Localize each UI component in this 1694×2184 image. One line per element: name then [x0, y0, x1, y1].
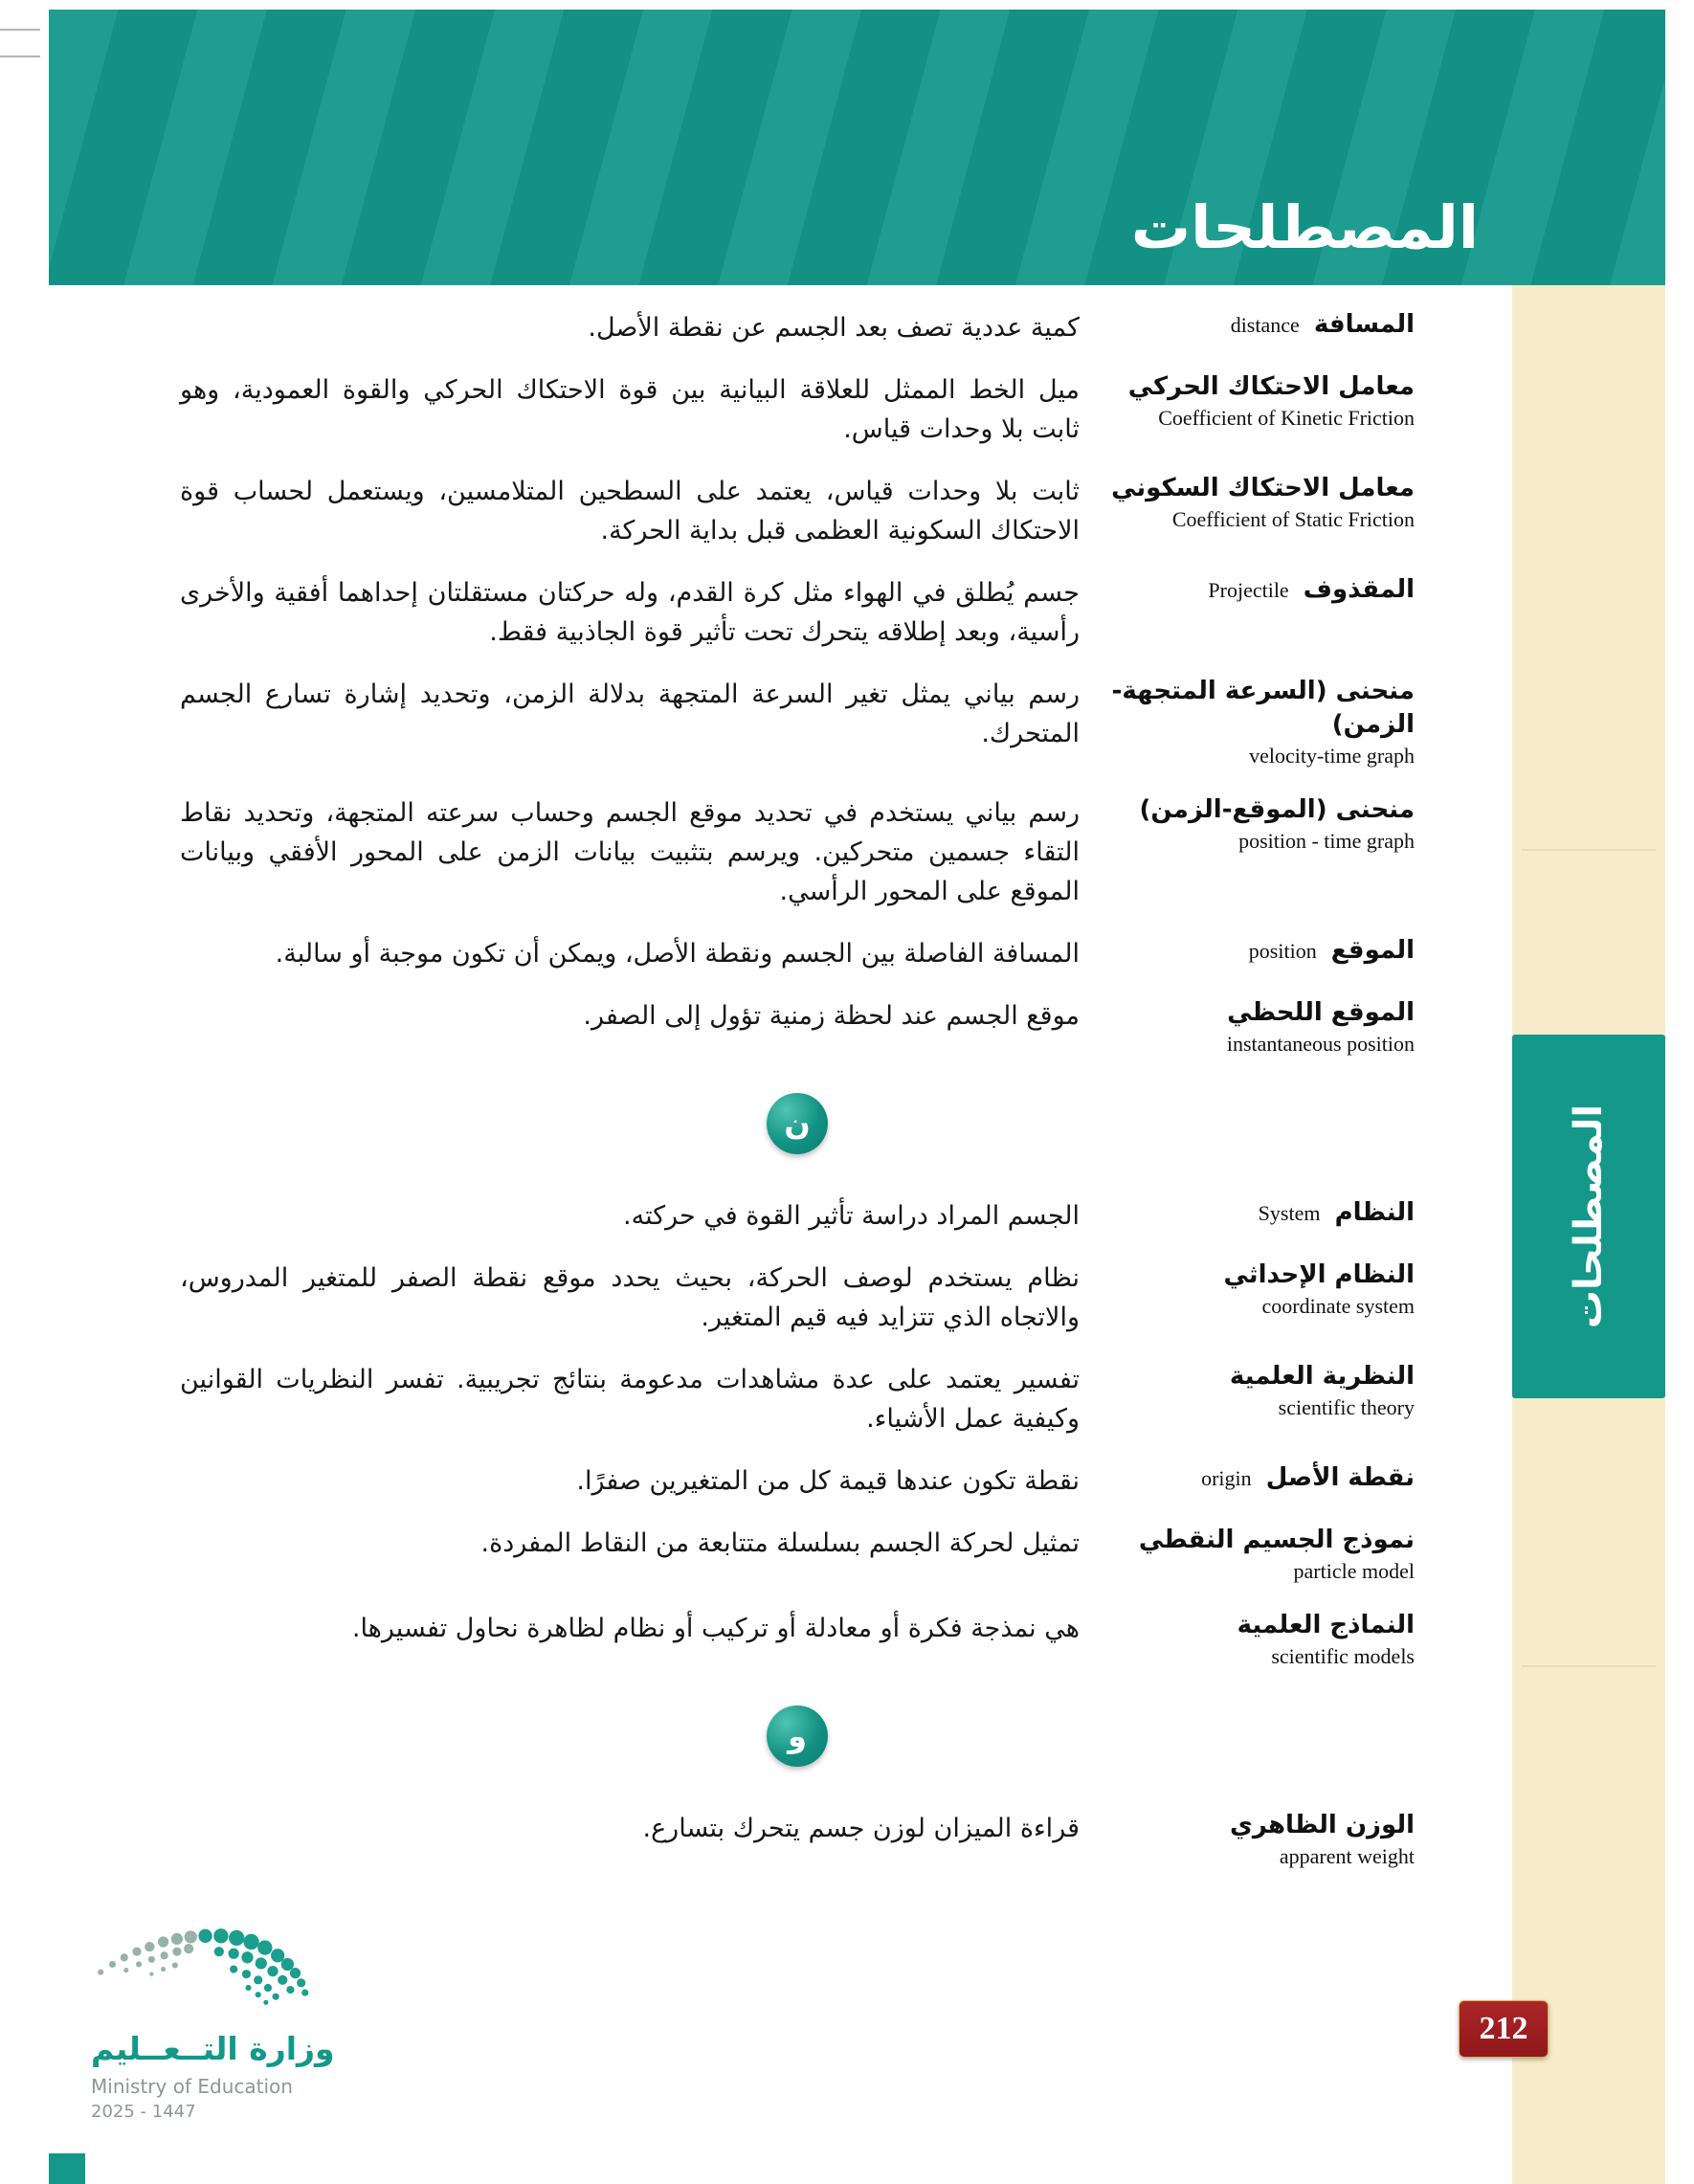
ministry-logo	[91, 1909, 397, 2122]
term-english: distance	[1230, 313, 1300, 337]
side-column	[1512, 285, 1665, 2184]
glossary-entry	[180, 370, 1415, 449]
term-arabic: معامل الاحتكاك السكوني	[1111, 474, 1415, 503]
term-cell	[1108, 934, 1415, 968]
term-definition: المسافة الفاصلة بين الجسم ونقطة الأصل، ويمكن أن تكون موجبة أو سالبة.	[275, 939, 1080, 969]
term-english: instantaneous position	[1226, 1032, 1415, 1057]
term-arabic: نموذج الجسيم النقطي	[1138, 1526, 1415, 1555]
glossary-section-2	[180, 1196, 1415, 1671]
term-definition: كمية عددية تصف بعد الجسم عن نقطة الأصل.	[588, 313, 1080, 343]
term-english: Coefficient of Kinetic Friction	[1158, 406, 1415, 431]
term-definition: تفسير يعتمد على عدة مشاهدات مدعومة بنتائج تجريبية. تفسر النظريات القوانين وكيفية عمل الأشياء.	[180, 1365, 1080, 1435]
glossary-entry	[180, 308, 1415, 347]
bottom-accent-strip	[49, 2153, 85, 2184]
term-cell	[1108, 1609, 1415, 1671]
glossary-entry	[180, 996, 1415, 1059]
term-cell	[1108, 370, 1415, 433]
glossary-entry	[180, 1461, 1415, 1501]
section-letter-badge	[767, 1705, 828, 1767]
edition-year: 2025 - 1447	[91, 2102, 196, 2122]
section-letter: ن	[784, 1105, 811, 1142]
term-arabic: النماذج العلمية	[1237, 1610, 1415, 1639]
term-definition: ميل الخط الممثل للعلاقة البيانية بين قوة الاحتكاك الحركي والقوة العمودية، وهو ثابت بلا وحدات قياس.	[180, 375, 1080, 445]
page-title: المصطلحات	[1130, 192, 1479, 262]
side-column-divider	[1522, 849, 1656, 851]
term-cell	[1108, 675, 1415, 770]
glossary-entry	[180, 675, 1415, 770]
term-arabic: منحنى (الموقع-الزمن)	[1139, 795, 1415, 825]
term-english: scientific models	[1271, 1644, 1415, 1669]
glossary-entry	[180, 573, 1415, 652]
glossary-entry	[180, 934, 1415, 973]
glossary-section-3	[180, 1809, 1415, 1871]
crop-mark	[0, 29, 40, 31]
term-cell	[1108, 1809, 1415, 1871]
term-arabic: الموقع	[1330, 936, 1415, 966]
glossary-entry	[180, 472, 1415, 550]
glossary-entry	[180, 793, 1415, 911]
term-cell	[1108, 793, 1415, 856]
term-definition: جسم يُطلق في الهواء مثل كرة القدم، وله حركتان مستقلتان إحداهما أفقية والأخرى رأسية، وبعد إطلاقه يتحرك تحت تأثير قوة الجاذبية فقط.	[180, 578, 1080, 648]
term-definition: الجسم المراد دراسة تأثير القوة في حركته.	[623, 1201, 1080, 1231]
term-definition: قراءة الميزان لوزن جسم يتحرك بتسارع.	[642, 1813, 1080, 1843]
side-column-divider	[1522, 1665, 1656, 1667]
side-tab-glossary	[1512, 1035, 1665, 1398]
term-definition: رسم بياني يمثل تغير السرعة المتجهة بدلالة الزمن، وتحديد إشارة تسارع الجسم المتحرك.	[180, 680, 1080, 749]
term-english: position - time graph	[1238, 829, 1415, 854]
term-arabic: النظرية العلمية	[1229, 1362, 1415, 1392]
term-cell	[1108, 1360, 1415, 1422]
section-letter-badge	[767, 1093, 828, 1154]
term-arabic: منحنى (السرعة المتجهة-الزمن)	[1111, 677, 1415, 740]
term-definition: ثابت بلا وحدات قياس، يعتمد على السطحين المتلامسين، ويستعمل لحساب قوة الاحتكاك السكونية العظمى قبل بداية الحركة.	[180, 477, 1080, 546]
term-arabic: النظام الإحداثي	[1223, 1260, 1415, 1290]
term-arabic: المسافة	[1313, 310, 1415, 339]
term-english: origin	[1201, 1466, 1252, 1491]
term-arabic: الموقع اللحظي	[1227, 998, 1415, 1028]
section-divider	[180, 1093, 1415, 1154]
term-english: position	[1248, 939, 1317, 964]
term-cell	[1108, 996, 1415, 1059]
glossary-entry	[180, 1360, 1415, 1438]
glossary-entry	[180, 1524, 1415, 1586]
term-arabic: الوزن الظاهري	[1230, 1810, 1415, 1839]
term-cell	[1108, 573, 1415, 607]
term-cell	[1108, 1259, 1415, 1321]
ministry-logo-dots	[91, 1909, 316, 2022]
term-definition: نقطة تكون عندها قيمة كل من المتغيرين صفرًا.	[576, 1466, 1080, 1497]
term-cell	[1108, 472, 1415, 534]
term-english: velocity-time graph	[1249, 744, 1415, 769]
term-english: System	[1258, 1201, 1321, 1225]
header-band	[49, 10, 1665, 285]
term-definition: نظام يستخدم لوصف الحركة، بحيث يحدد موقع نقطة الصفر للمتغير المدروس، والاتجاه الذي تتزايد فيه قيم المتغير.	[180, 1263, 1080, 1333]
ministry-name-english: Ministry of Education	[91, 2075, 293, 2098]
glossary-section-1	[180, 308, 1415, 1059]
term-arabic: المقذوف	[1303, 575, 1415, 605]
section-divider	[180, 1705, 1415, 1767]
glossary-content	[180, 308, 1415, 1894]
glossary-entry	[180, 1809, 1415, 1871]
page-number: 212	[1459, 2000, 1549, 2058]
term-arabic: نقطة الأصل	[1265, 1463, 1415, 1493]
term-cell	[1108, 1196, 1415, 1230]
term-definition: رسم بياني يستخدم في تحديد موقع الجسم وحساب سرعته المتجهة، وتحديد نقاط التقاء جسمين متحركين. ويرسم بتثبيت بيانات الزمن على المحور الأفقي وبيانات الموقع على المحور الرأسي.	[180, 798, 1080, 907]
term-cell	[1108, 1524, 1415, 1586]
crop-mark	[0, 56, 40, 57]
term-english: coordinate system	[1261, 1294, 1415, 1319]
term-english: Coefficient of Static Friction	[1171, 507, 1415, 532]
term-definition: هي نمذجة فكرة أو معادلة أو تركيب أو نظام لظاهرة نحاول تفسيرها.	[351, 1613, 1080, 1643]
glossary-entry	[180, 1609, 1415, 1671]
section-letter: و	[788, 1717, 807, 1754]
term-english: Projectile	[1208, 578, 1289, 603]
term-english: scientific theory	[1278, 1395, 1415, 1420]
term-arabic: النظام	[1334, 1198, 1415, 1227]
term-cell	[1108, 1461, 1415, 1495]
side-tab-label: المصطلحات	[1566, 1103, 1611, 1329]
term-arabic: معامل الاحتكاك الحركي	[1127, 372, 1415, 402]
ministry-name-arabic: وزارة التــعــليم	[91, 2030, 335, 2067]
term-english: particle model	[1293, 1559, 1415, 1584]
term-definition: تمثيل لحركة الجسم بسلسلة متتابعة من النقاط المفردة.	[480, 1528, 1080, 1559]
glossary-entry	[180, 1259, 1415, 1337]
term-definition: موقع الجسم عند لحظة زمنية تؤول إلى الصفر.	[583, 1001, 1080, 1032]
glossary-entry	[180, 1196, 1415, 1236]
term-english: apparent weight	[1279, 1843, 1415, 1868]
term-cell	[1108, 308, 1415, 342]
